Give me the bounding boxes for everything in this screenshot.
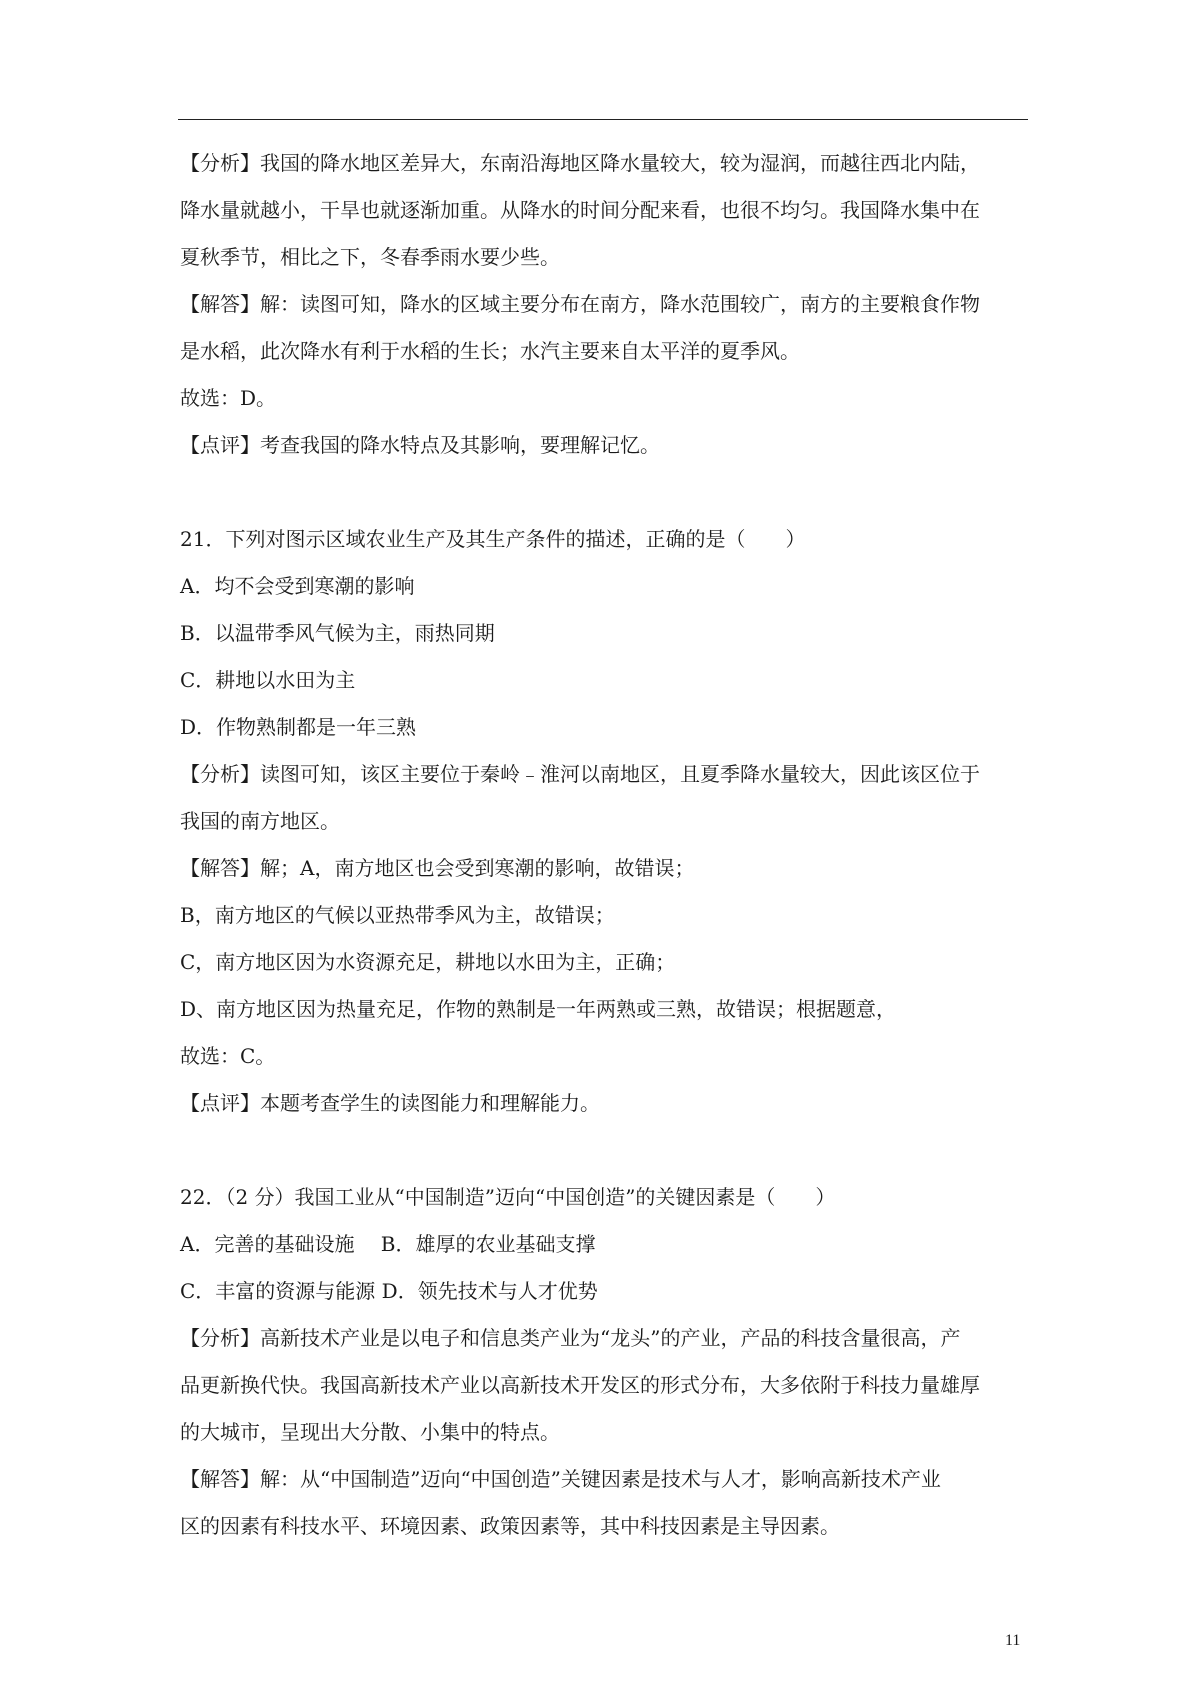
text-line: 【解答】解：从“中国制造”迈向“中国创造”关键因素是技术与人才，影响高新技术产业 xyxy=(180,1467,941,1491)
text-line: 的大城市，呈现出大分散、小集中的特点。 xyxy=(180,1420,560,1444)
text-line: 品更新换代快。我国高新技术产业以高新技术开发区的形式分布，大多依附于科技力量雄厚 xyxy=(180,1373,980,1397)
option-a: A．均不会受到寒潮的影响 xyxy=(180,574,415,598)
block-gap xyxy=(180,469,1030,516)
block-q21 xyxy=(180,516,1030,1127)
option-d: D．作物熟制都是一年三熟 xyxy=(180,715,417,739)
page-number: 11 xyxy=(1005,1632,1021,1649)
question-stem: 21．下列对图示区域农业生产及其生产条件的描述，正确的是（ ） xyxy=(180,527,806,551)
text-line: 降水量就越小，干旱也就逐渐加重。从降水的时间分配来看，也很不均匀。我国降水集中在 xyxy=(180,198,980,222)
text-line: 区的因素有科技水平、环境因素、政策因素等，其中科技因素是主导因素。 xyxy=(180,1514,840,1538)
text-line: B，南方地区的气候以亚热带季风为主，故错误； xyxy=(180,903,615,927)
document-body xyxy=(180,140,1030,1550)
text-line: 我国的南方地区。 xyxy=(180,809,340,833)
text-line: 【点评】考查我国的降水特点及其影响，要理解记忆。 xyxy=(180,433,660,457)
header-rule xyxy=(178,119,1028,120)
block-q22 xyxy=(180,1174,1030,1550)
text-line: 是水稻，此次降水有利于水稻的生长；水汽主要来自太平洋的夏季风。 xyxy=(180,339,800,363)
text-line: 【点评】本题考查学生的读图能力和理解能力。 xyxy=(180,1091,600,1115)
text-line: C，南方地区因为水资源充足，耕地以水田为主，正确； xyxy=(180,950,676,974)
text-line: 故选：D。 xyxy=(180,386,277,410)
text-line: 【解答】解；A，南方地区也会受到寒潮的影响，故错误； xyxy=(180,856,695,880)
block-q20-explanation xyxy=(180,140,1030,469)
text-line: 【分析】读图可知，该区主要位于秦岭﹣淮河以南地区，且夏季降水量较大，因此该区位于 xyxy=(180,762,980,786)
text-line: 夏秋季节，相比之下，冬春季雨水要少些。 xyxy=(180,245,560,269)
text-line: 【分析】高新技术产业是以电子和信息类产业为“龙头”的产业，产品的科技含量很高，产 xyxy=(180,1326,961,1350)
option-b: B．以温带季风气候为主，雨热同期 xyxy=(180,621,495,645)
block-gap xyxy=(180,1127,1030,1174)
options-ab: A．完善的基础设施 B．雄厚的农业基础支撑 xyxy=(180,1232,596,1256)
text-line: 【分析】我国的降水地区差异大，东南沿海地区降水量较大，较为湿润，而越往西北内陆， xyxy=(180,151,980,175)
text-line: 故选：C。 xyxy=(180,1044,276,1068)
question-stem: 22．（2 分）我国工业从“中国制造”迈向“中国创造”的关键因素是（ ） xyxy=(180,1185,836,1209)
text-line: 【解答】解：读图可知，降水的区域主要分布在南方，降水范围较广，南方的主要粮食作物 xyxy=(180,292,980,316)
text-line: D、南方地区因为热量充足，作物的熟制是一年两熟或三熟，故错误；根据题意， xyxy=(180,997,897,1021)
option-c: C．耕地以水田为主 xyxy=(180,668,356,692)
options-cd: C．丰富的资源与能源 D．领先技术与人才优势 xyxy=(180,1279,598,1303)
